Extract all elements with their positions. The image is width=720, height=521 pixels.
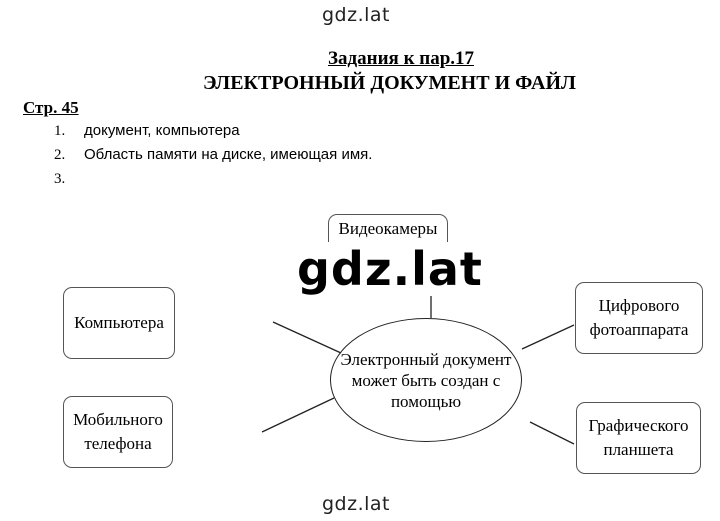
connector-camera [522, 325, 574, 349]
page-reference: Стр. 45 [23, 98, 79, 117]
watermark-bottom: gdz.lat [322, 493, 391, 515]
node-graphics-tablet [576, 402, 701, 474]
answer-text: Область памяти на диске, имеющая имя. [84, 146, 373, 163]
watermark-top: gdz.lat [322, 4, 391, 26]
topic-title: ЭЛЕКТРОННЫЙ ДОКУМЕНТ И ФАЙЛ [203, 72, 576, 94]
answer-text: документ, компьютера [84, 122, 240, 139]
connector-tablet [530, 422, 574, 444]
watermark-center: gdz.lat [293, 242, 487, 296]
center-ellipse [330, 318, 522, 442]
node-label: Цифрового фотоаппарата [589, 296, 689, 339]
answer-number: 3. [54, 171, 66, 187]
task-title: Задания к пар.17 [328, 48, 475, 69]
answer-number: 1. [54, 123, 66, 139]
answer-number: 2. [54, 147, 66, 163]
node-label: Мобильного телефона [73, 410, 163, 453]
node-mobile-phone [63, 396, 173, 468]
connector-mobile [262, 398, 334, 432]
node-label: Графического планшета [588, 416, 689, 459]
node-video-cameras [328, 214, 448, 244]
node-label: Видеокамеры [338, 219, 438, 238]
node-computer [63, 287, 175, 359]
node-label: Компьютера [74, 313, 164, 332]
center-label: Электронный документ может быть создан с помощью [340, 349, 512, 411]
node-digital-camera [575, 282, 703, 354]
